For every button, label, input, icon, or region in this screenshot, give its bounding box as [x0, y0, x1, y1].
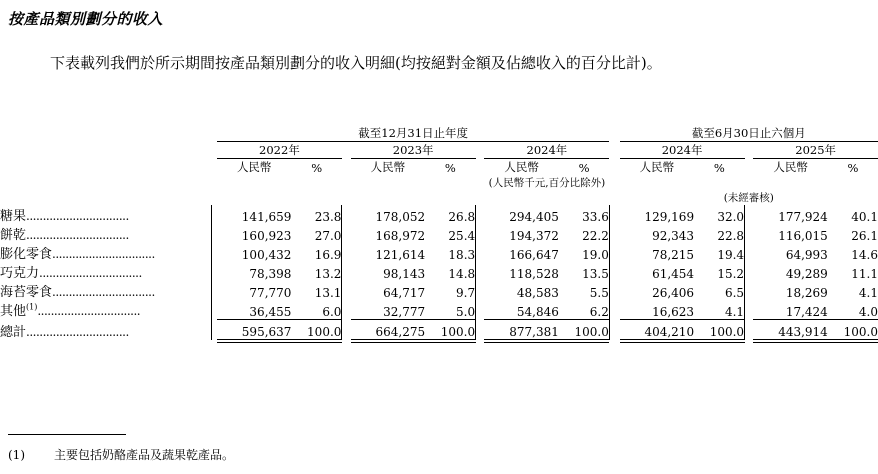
intro-text: 下表載列我們於所示期間按產品類別劃分的收入明細(均按絕對金額及佔總收入的百分比計)。: [50, 54, 662, 72]
cell-value: 11.1: [851, 267, 878, 281]
table-row: [0, 243, 878, 262]
table-audit-note-row: [0, 190, 878, 205]
leader-dots: ...............................: [37, 304, 141, 318]
spacer-cell: [476, 175, 485, 190]
cell-value: 166,647: [509, 248, 559, 262]
group-header-annual: 截至12月31日止年度: [217, 125, 609, 142]
cell-value: 664,275: [375, 325, 426, 339]
row-label-candy: [0, 205, 211, 224]
spacer-cell: [559, 190, 609, 205]
year-header-2022: 2022年: [217, 142, 342, 159]
row-label-text: 總計: [0, 324, 27, 340]
audit-note: (未經審核): [723, 192, 774, 204]
row-label-puffed-snacks: [0, 243, 211, 262]
footnote-ref: (1): [26, 302, 38, 312]
table-row: [0, 224, 878, 243]
cell-value: 78,398: [249, 267, 292, 281]
cell-value: 14.6: [851, 248, 878, 262]
cell-value: 33.6: [582, 210, 609, 224]
spacer-cell: [351, 190, 425, 205]
vline: [342, 205, 351, 224]
cell-value: 443,914: [778, 325, 828, 339]
bottom-rule-2025-interim: [753, 340, 878, 343]
cell-value: 160,923: [241, 229, 292, 243]
row-label-text: 餅乾: [0, 228, 27, 243]
cell-value: 92,343: [652, 229, 695, 243]
page-title: 按產品類別劃分的收入: [8, 10, 164, 28]
cell-value: 100.0: [709, 325, 745, 339]
spacer-cell: [476, 142, 485, 159]
cell-value: 23.8: [314, 210, 342, 224]
cell-value: 294,405: [509, 210, 559, 224]
spacer-cell: [745, 159, 754, 176]
spacer-cell: [476, 159, 485, 176]
vline: [476, 300, 485, 319]
cell-value: 18.3: [448, 248, 476, 262]
leader-dots: ...............................: [52, 285, 155, 299]
cell-value: 595,637: [241, 325, 292, 339]
vline: [476, 224, 485, 243]
table-unit-header-row: [0, 159, 878, 176]
cell-value: 100.0: [843, 325, 878, 339]
leader-dots: ...............................: [26, 228, 129, 242]
cell-value: 6.0: [322, 304, 342, 319]
spacer-cell: [609, 142, 619, 159]
cell-value: 100,432: [241, 248, 292, 262]
row-label-text: 巧克力: [0, 266, 40, 281]
vline: [745, 205, 754, 224]
cell-value: 5.5: [589, 286, 609, 300]
vline: [476, 321, 485, 340]
table-unit-note-row: [0, 175, 878, 190]
leader-dots: ...............................: [26, 209, 129, 223]
spacer-cell: [745, 175, 754, 190]
spacer-cell: [425, 175, 475, 190]
spacer-cell: [0, 142, 211, 159]
year-header-2025-interim: 2025年: [753, 142, 878, 159]
cell-value: 404,210: [644, 325, 695, 339]
currency-header-2024-interim: 人民幣: [639, 160, 675, 174]
vline: [342, 262, 351, 281]
spacer-cell: [0, 125, 211, 142]
cell-value: 178,052: [375, 210, 426, 224]
cell-value: 16,623: [652, 304, 695, 319]
vline: [476, 243, 485, 262]
cell-value: 4.1: [858, 286, 878, 300]
currency-header-2025-interim: 人民幣: [773, 160, 808, 174]
year-header-2024-interim: 2024年: [620, 142, 745, 159]
row-label-text: 其他: [0, 304, 27, 319]
cell-value: 54,846: [516, 304, 559, 319]
spacer-cell: [0, 340, 211, 343]
spacer-cell: [828, 175, 878, 190]
table-row: [0, 300, 878, 319]
cell-value: 48,583: [516, 286, 559, 300]
spacer-cell: [484, 190, 558, 205]
vline: [745, 281, 754, 300]
table-row: [0, 281, 878, 300]
cell-value: 15.2: [717, 267, 745, 281]
vline: [476, 281, 485, 300]
cell-value: 9.7: [456, 286, 476, 300]
spacer-cell: [291, 190, 341, 205]
cell-value: 100.0: [307, 325, 342, 339]
cell-value: 26.8: [448, 210, 476, 224]
vline: [745, 321, 754, 340]
table-year-header-row: [0, 142, 878, 159]
spacer-cell: [609, 340, 619, 343]
cell-value: 141,659: [241, 210, 292, 224]
row-label-seaweed-snacks: [0, 281, 211, 300]
vline: [342, 243, 351, 262]
spacer-cell: [217, 190, 291, 205]
row-label-chocolate: [0, 262, 211, 281]
spacer-cell: [745, 142, 754, 159]
year-header-2024-annual: 2024年: [484, 142, 609, 159]
cell-value: 4.1: [724, 304, 745, 319]
cell-value: 22.8: [717, 229, 745, 243]
spacer-cell: [609, 190, 619, 205]
cell-value: 121,614: [375, 248, 426, 262]
cell-value: 6.2: [589, 304, 609, 319]
percent-header-2024-annual: %: [578, 161, 590, 175]
vline: [745, 262, 754, 281]
percent-header-2025-interim: %: [847, 161, 859, 175]
cell-value: 61,454: [652, 267, 695, 281]
cell-value: 118,528: [509, 267, 559, 281]
spacer-cell: [753, 175, 827, 190]
leader-dots: ...............................: [52, 247, 155, 261]
cell-value: 49,289: [785, 267, 828, 281]
table-row: [0, 262, 878, 281]
spacer-cell: [342, 159, 351, 176]
cell-value: 194,372: [509, 229, 559, 243]
leader-dots: ...............................: [39, 266, 142, 280]
spacer-cell: [694, 175, 744, 190]
cell-value: 168,972: [375, 229, 426, 243]
spacer-cell: [0, 190, 211, 205]
percent-header-2022: %: [311, 161, 323, 175]
spacer-cell: [476, 190, 485, 205]
spacer-cell: [351, 175, 425, 190]
bottom-rule-2022: [217, 340, 342, 343]
cell-value: 32,777: [383, 304, 426, 319]
spacer-cell: [620, 175, 694, 190]
currency-header-2024-annual: 人民幣: [504, 160, 539, 174]
bottom-rule-2023: [351, 340, 476, 343]
spacer-cell: [291, 175, 341, 190]
spacer-cell: [0, 175, 211, 190]
spacer-cell: [609, 125, 619, 142]
row-label-biscuit: [0, 224, 211, 243]
cell-value: 78,215: [652, 248, 695, 262]
row-label-text: 膨化零食: [0, 247, 53, 262]
cell-value: 100.0: [574, 325, 609, 339]
bottom-rule-2024-interim: [620, 340, 745, 343]
leader-dots: ...............................: [26, 324, 129, 339]
row-label-text: 糖果: [0, 209, 27, 224]
spacer-cell: [609, 159, 619, 176]
vline: [476, 262, 485, 281]
cell-value: 5.0: [456, 304, 476, 319]
vline: [609, 281, 619, 300]
vline: [476, 205, 485, 224]
spacer-cell: [609, 175, 619, 190]
cell-value: 129,169: [644, 210, 695, 224]
bottom-rule-2024-annual: [484, 340, 609, 343]
spacer-cell: [217, 175, 291, 190]
cell-value: 13.2: [314, 267, 342, 281]
table-row: [0, 205, 878, 224]
percent-header-2024-interim: %: [713, 161, 725, 175]
spacer-cell: [342, 190, 351, 205]
cell-value: 27.0: [314, 229, 342, 243]
spacer-cell: [745, 340, 754, 343]
intro-paragraph: [8, 50, 868, 76]
cell-value: 6.5: [724, 286, 745, 300]
cell-value: 17,424: [785, 304, 828, 319]
cell-value: 18,269: [785, 286, 828, 300]
cell-value: 19.4: [717, 248, 745, 262]
vline: [609, 243, 619, 262]
footnote-text: 主要包括奶酪產品及蔬果乾產品。: [54, 448, 235, 462]
vline: [609, 224, 619, 243]
row-label-text: 海苔零食: [0, 285, 53, 300]
cell-value: 25.4: [448, 229, 476, 243]
cell-value: 177,924: [778, 210, 828, 224]
year-header-2023: 2023年: [351, 142, 476, 159]
spacer-cell: [342, 142, 351, 159]
vline: [342, 281, 351, 300]
footnote-divider: [8, 434, 126, 435]
vline: [609, 262, 619, 281]
spacer-cell: [342, 175, 351, 190]
table-bottom-rule-row: [0, 340, 878, 343]
cell-value: 16.9: [314, 248, 342, 262]
cell-value: 36,455: [249, 304, 292, 319]
row-label-others: [0, 300, 211, 319]
cell-value: 877,381: [509, 325, 559, 339]
vline: [609, 321, 619, 340]
vline: [342, 300, 351, 319]
revenue-by-product-table: [0, 125, 878, 343]
cell-value: 100.0: [440, 325, 476, 339]
currency-header-2022: 人民幣: [236, 160, 272, 174]
percent-header-2023: %: [444, 161, 456, 175]
vline: [745, 243, 754, 262]
cell-value: 26,406: [652, 286, 695, 300]
cell-value: 116,015: [778, 229, 828, 243]
row-label-total: [0, 321, 211, 340]
spacer-cell: [476, 340, 485, 343]
currency-header-2023: 人民幣: [370, 160, 406, 174]
cell-value: 13.5: [582, 267, 609, 281]
spacer-cell: [425, 190, 475, 205]
footnote-number: (1): [8, 448, 25, 462]
cell-value: 13.1: [314, 286, 342, 300]
cell-value: 64,993: [785, 248, 828, 262]
cell-value: 64,717: [383, 286, 426, 300]
spacer-cell: [342, 340, 351, 343]
spacer-cell: [0, 159, 211, 176]
vline: [609, 205, 619, 224]
group-header-interim: 截至6月30日止六個月: [620, 125, 878, 142]
cell-value: 40.1: [851, 210, 878, 224]
cell-value: 14.8: [448, 267, 476, 281]
cell-value: 22.2: [582, 229, 609, 243]
cell-value: 26.1: [851, 229, 878, 243]
vline: [342, 321, 351, 340]
cell-value: 98,143: [383, 267, 426, 281]
cell-value: 77,770: [249, 286, 292, 300]
vline: [342, 224, 351, 243]
unit-note: (人民幣千元,百分比除外): [488, 177, 606, 189]
vline: [609, 300, 619, 319]
cell-value: 32.0: [717, 210, 745, 224]
vline: [745, 224, 754, 243]
table-total-row: [0, 321, 878, 340]
footnote: [8, 446, 234, 463]
table-group-header-row: [0, 125, 878, 142]
cell-value: 19.0: [582, 248, 609, 262]
vline: [745, 300, 754, 319]
cell-value: 4.0: [858, 304, 878, 319]
